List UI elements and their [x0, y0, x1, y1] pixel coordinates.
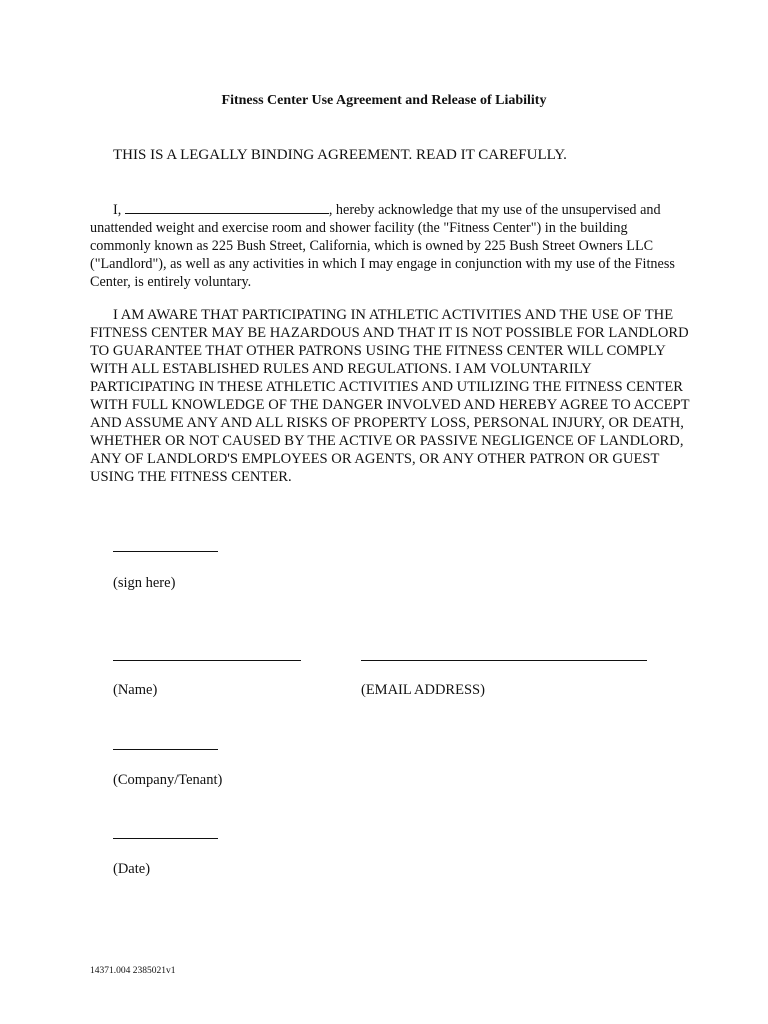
sign-here-label: (sign here) [113, 575, 176, 591]
risk-paragraph: I AM AWARE THAT PARTICIPATING IN ATHLETIC ACTIVITIES AND THE USE OF THE FITNESS CENTER MAY BE HAZARDOUS AND THAT IT IS NOT POSSIBLE FOR LANDLORD TO GUARANTEE THAT OTHER PATRONS USING THE FITNESS CENTER WILL COMPLY WITH ALL ESTABLISHED RULES AND REGULATIONS. I AM VOLUNTARILY PARTICIPATING IN THESE ATHLETIC ACTIVITIES AND UTILIZING THE FITNESS CENTER WITH FULL KNOWLEDGE OF THE DANGER INVOLVED AND HEREBY AGREE TO ACCEPT AND ASSUME ANY AND ALL RISKS OF PROPERTY LOSS, PERSONAL INJURY, OR DEATH, WHETHER OR NOT CAUSED BY THE ACTIVE OR PASSIVE NEGLIGENCE OF LANDLORD, ANY OF LANDLORD'S EMPLOYEES OR AGENTS, OR ANY OTHER PATRON OR GUEST USING THE FITNESS CENTER. [90, 307, 690, 485]
company-line[interactable] [113, 749, 218, 750]
acknowledgement-body: , hereby acknowledge that my use of the unsupervised and unattended weight and exercise room and shower facility (the "Fitness Center") in the building commonly known as 225 Bush Street, California, which is owned by 225 Bush Street Owners LLC ("Landlord"), as well as any activities in which I may engage in conjunction with my use of the Fitness Center, is entirely voluntary. [90, 202, 675, 290]
email-line[interactable] [361, 660, 647, 661]
name-line[interactable] [113, 660, 301, 661]
document-title: Fitness Center Use Agreement and Release of Liability [221, 93, 547, 108]
participant-name-blank[interactable] [125, 201, 329, 214]
name-label: (Name) [113, 682, 158, 698]
date-line[interactable] [113, 838, 218, 839]
acknowledgement-prefix: I, [113, 202, 125, 218]
date-label: (Date) [113, 861, 151, 877]
acknowledgement-paragraph [90, 201, 680, 291]
binding-notice: THIS IS A LEGALLY BINDING AGREEMENT. READ IT CAREFULLY. [113, 147, 567, 163]
document-id-footer: 14371.004 2385021v1 [90, 966, 176, 976]
signature-line[interactable] [113, 551, 218, 552]
company-label: (Company/Tenant) [113, 772, 223, 788]
email-label: (EMAIL ADDRESS) [361, 682, 485, 698]
